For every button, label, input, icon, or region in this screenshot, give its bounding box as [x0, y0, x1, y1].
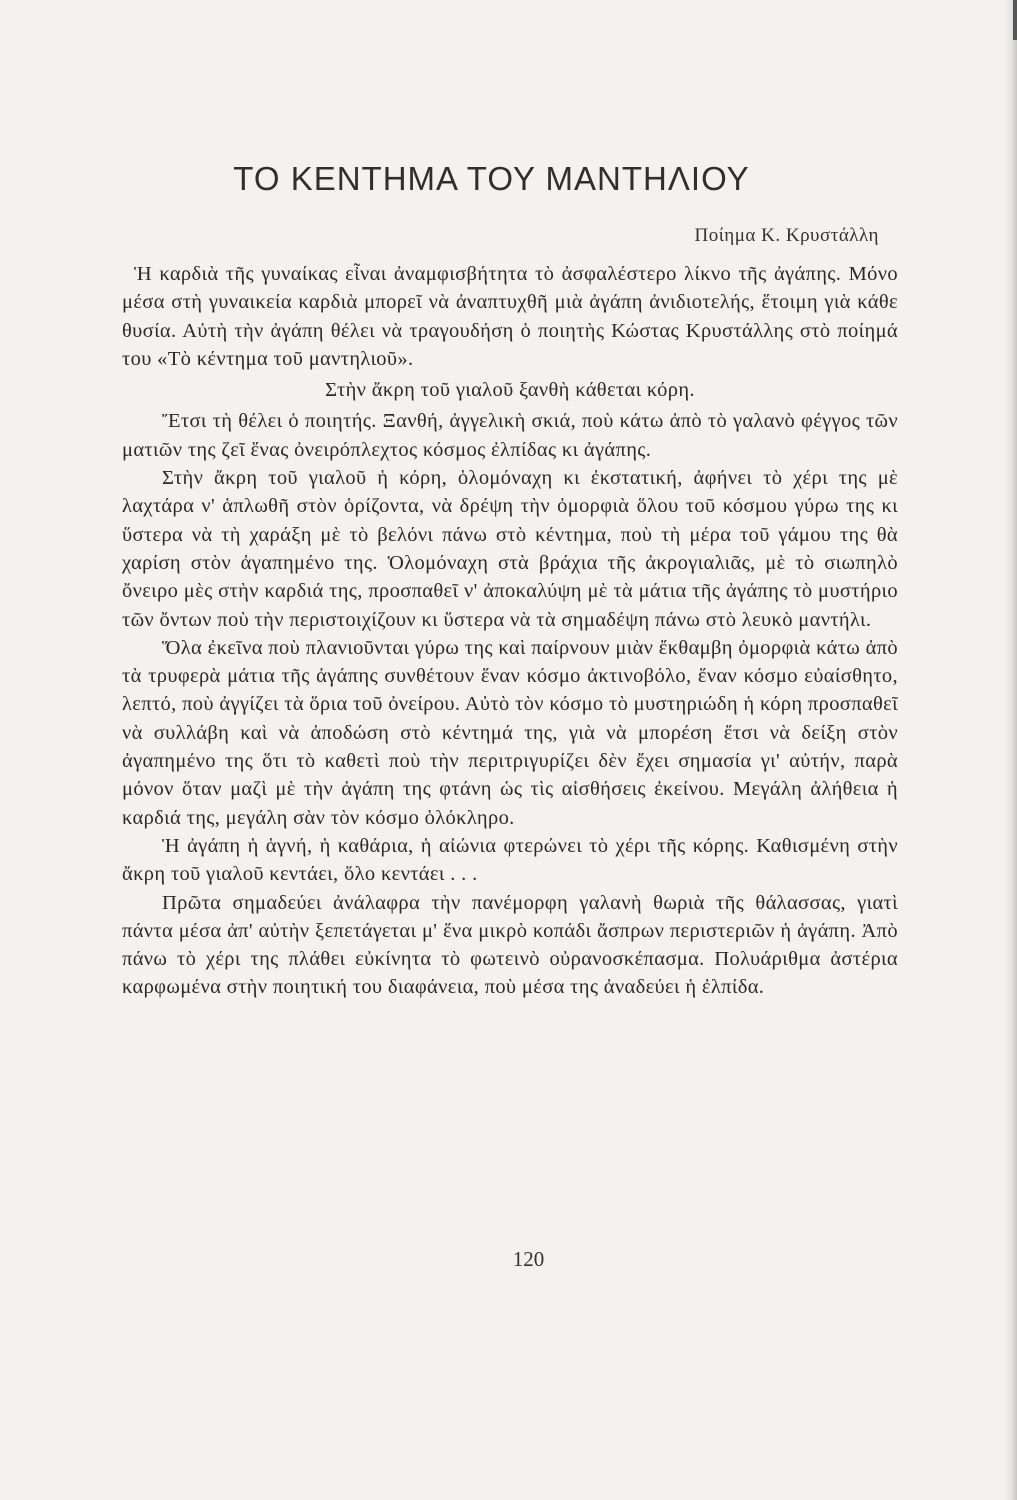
article-body — [122, 260, 898, 1002]
paragraph-5: Ἡ ἀγάπη ἡ ἁγνή, ἡ καθάρια, ἡ αἰώνια φτερώνει τὸ χέρι τῆς κόρης. Καθισμένη στὴν ἄκρη τοῦ γιαλοῦ κεντάει, ὅλο κεντάει . . . — [122, 834, 898, 886]
paragraph-3: Στὴν ἄκρη τοῦ γιαλοῦ ἡ κόρη, ὁλομόναχη κι ἐκστατική, ἀφήνει τὸ χέρι της μὲ λαχτάρα ν' ἁπλωθῆ στὸν ὁρίζοντα, νὰ δρέψη τὴν ὀμορφιὰ ὅλου τοῦ κόσμου γύρω της κι ὕστερα νὰ τὴ χαράξη μὲ τὸ βελόνι πάνω στὸ κέντημα, ποὺ τὴ μέρα τοῦ γάμου της θὰ χαρίση στὸν ἀγαπημένο της. Ὁλομόναχη στὰ βράχια τῆς ἀκρογιαλιᾶς, μὲ τὸ σιωπηλὸ ὄνειρο μὲς στὴν καρδιά της, προσπαθεῖ ν' ἀποκαλύψη μὲ τὰ μάτια τῆς ἀγάπης τὸ μυστήριο τῶν ὄντων ποὺ τὴν περιστοιχίζουν κι ὕστερα νὰ τὰ σημαδέψη πάνω στὸ λευκὸ μαντήλι. — [122, 467, 898, 631]
paragraph-4: Ὅλα ἐκεῖνα ποὺ πλανιοῦνται γύρω της καὶ παίρνουν μιὰν ἔκθαμβη ὀμορφιὰ κάτω ἀπὸ τὰ τρυφερὰ μάτια τῆς ἀγάπης συνθέτουν ἕναν κόσμο ἀκτινοβόλο, ἕναν κόσμο εὐαίσθητο, λεπτό, ποὺ ἀγγίζει τὰ ὅρια τοῦ ὀνείρου. Αὐτὸ τὸν κόσμο τὸ μυστηριώδη ἡ κόρη προσπαθεῖ νὰ συλλάβη καὶ νὰ ἀποδώση στὸ κέντημά της, γιὰ νὰ μπορέση ἔτσι νὰ δείξη στὸν ἀγαπημένο της ὅτι τὸ καθετὶ ποὺ τὴν περιτριγυρίζει δὲν ἔχει σημασία γι' αὐτήν, παρὰ μόνον ὅταν μαζὶ μὲ τὴν ἀγάπη της φτάνη ὡς τὶς αἰσθήσεις ἐκείνου. Μεγάλη ἀλήθεια ἡ καρδιά της, μεγάλη σὰν τὸν κόσμο ὁλόκληρο. — [122, 636, 898, 829]
page-number: 120 — [512, 1247, 545, 1271]
article-byline: Ποίημα Κ. Κρυστάλλη — [694, 225, 879, 246]
quoted-verse: Στὴν ἄκρη τοῦ γιαλοῦ ξανθὴ κάθεται κόρη. — [325, 379, 695, 402]
paragraph-6: Πρῶτα σημαδεύει ἀνάλαφρα τὴν πανέμορφη γαλανὴ θωριὰ τῆς θάλασσας, γιατὶ πάντα μέσα ἀπ' αὐτὴν ξεπετάγεται μ' ἕνα μικρὸ κοπάδι ἄσπρων περιστεριῶν ἡ ἀγάπη. Ἀπὸ πάνω τὸ χέρι της πλάθει εὐκίνητα τὸ φωτεινὸ οὐρανοσκέπασμα. Πολυάριθμα ἀστέρια καρφωμένα στὴν ποιητική του διαφάνεια, ποὺ μέσα της ἀναδεύει ἡ ἐλπίδα. — [122, 891, 898, 999]
paragraph-2: Ἔτσι τὴ θέλει ὁ ποιητής. Ξανθή, ἀγγελικὴ σκιά, ποὺ κάτω ἀπὸ τὸ γαλανὸ φέγγος τῶν ματιῶν της ζεῖ ἕνας ὀνειρόπλεχτος κόσμος ἐλπίδας κι ἀγάπης. — [122, 410, 898, 461]
paragraph-1: Ἡ καρδιὰ τῆς γυναίκας εἶναι ἀναμφισβήτητα τὸ ἀσφαλέστερο λίκνο τῆς ἀγάπης. Μόνο μέσα στὴ γυναικεία καρδιὰ μπορεῖ νὰ ἀναπτυχθῆ μιὰ ἀγάπη ἀνιδιοτελής, ἕτοιμη γιὰ κάθε θυσία. Αὐτὴ τὴν ἀγάπη θέλει νὰ τραγουδήση ὁ ποιητὴς Κώστας Κρυστάλλης στὸ ποίημά του «Τὸ κέντημα τοῦ μαντηλιοῦ». — [122, 263, 898, 370]
page-edge-shadow — [1003, 0, 1017, 1500]
article-title: ΤΟ ΚΕΝΤΗΜΑ ΤΟΥ ΜΑΝΤΗΛΙΟΥ — [233, 160, 750, 197]
page-corner-mark — [1013, 0, 1017, 40]
